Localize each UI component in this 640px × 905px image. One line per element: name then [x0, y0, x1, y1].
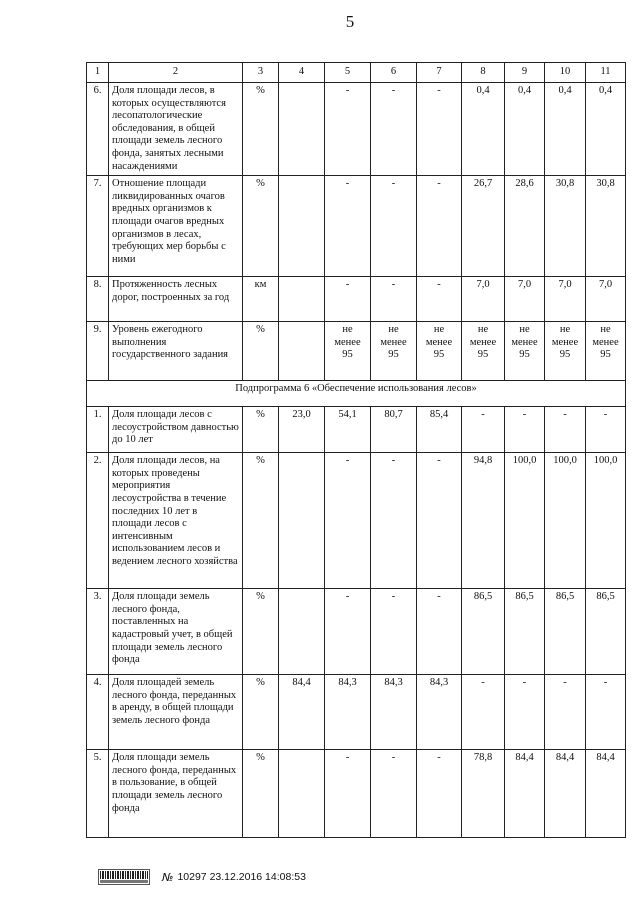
page-number: 5 [345, 12, 355, 31]
value-cell: 94,8 [462, 453, 505, 589]
value-cell: 84,4 [586, 750, 626, 838]
value-cell: 7,0 [505, 277, 545, 322]
value-cell: 7,0 [545, 277, 586, 322]
section-row [87, 381, 626, 407]
value-cell [279, 750, 325, 838]
unit-cell: % [243, 589, 279, 675]
table-row [87, 277, 626, 322]
column-header: 4 [279, 63, 325, 83]
table-row [87, 83, 626, 176]
value-cell: 86,5 [545, 589, 586, 675]
value-cell: 86,5 [586, 589, 626, 675]
indicators-table [86, 62, 626, 838]
value-cell: 84,3 [371, 675, 417, 750]
number-sign-icon: № [162, 870, 174, 884]
row-number: 5. [87, 750, 109, 838]
registration-stamp-text: 10297 23.12.2016 14:08:53 [177, 871, 306, 883]
column-header: 5 [325, 63, 371, 83]
value-cell: - [505, 407, 545, 453]
barcode-icon [98, 869, 150, 885]
unit-cell: % [243, 176, 279, 277]
table-row [87, 407, 626, 453]
value-cell: 23,0 [279, 407, 325, 453]
value-cell: - [462, 407, 505, 453]
value-cell: - [586, 675, 626, 750]
indicator-name: Протяженность лесных дорог, построенных за год [109, 277, 243, 322]
indicator-name: Отношение площади ликвидированных очагов вредных организмов к площади очагов вредных организмов в лесах, требующих мер борьбы с ними [109, 176, 243, 277]
value-cell: - [462, 675, 505, 750]
value-cell: 30,8 [586, 176, 626, 277]
row-number: 8. [87, 277, 109, 322]
unit-cell: % [243, 750, 279, 838]
column-header: 1 [87, 63, 109, 83]
value-cell: - [505, 675, 545, 750]
value-cell: 0,4 [462, 83, 505, 176]
value-cell: не менее 95 [586, 322, 626, 381]
value-cell: 78,8 [462, 750, 505, 838]
indicator-name: Доля площади лесов, в которых осуществляются лесопатологические обследования, в общей площади земель лесного фонда, занятых лесными насаждениями [109, 83, 243, 176]
value-cell: 100,0 [545, 453, 586, 589]
column-header: 8 [462, 63, 505, 83]
value-cell [279, 589, 325, 675]
indicator-name: Доля площадей земель лесного фонда, переданных в аренду, в общей площади земель лесного фонда [109, 675, 243, 750]
value-cell: - [417, 453, 462, 589]
value-cell: не менее 95 [545, 322, 586, 381]
value-cell: - [545, 407, 586, 453]
row-number: 7. [87, 176, 109, 277]
table-row [87, 176, 626, 277]
value-cell: 0,4 [505, 83, 545, 176]
value-cell: не менее 95 [371, 322, 417, 381]
value-cell: - [371, 176, 417, 277]
value-cell: - [417, 83, 462, 176]
value-cell: 100,0 [586, 453, 626, 589]
value-cell: - [371, 277, 417, 322]
value-cell: 100,0 [505, 453, 545, 589]
column-header: 7 [417, 63, 462, 83]
unit-cell: % [243, 83, 279, 176]
value-cell: 26,7 [462, 176, 505, 277]
row-number: 9. [87, 322, 109, 381]
value-cell: 80,7 [371, 407, 417, 453]
table-row [87, 589, 626, 675]
value-cell: - [545, 675, 586, 750]
unit-cell: % [243, 675, 279, 750]
row-number: 6. [87, 83, 109, 176]
column-header: 11 [586, 63, 626, 83]
value-cell: 0,4 [586, 83, 626, 176]
value-cell: 54,1 [325, 407, 371, 453]
value-cell: 84,3 [417, 675, 462, 750]
value-cell: 86,5 [462, 589, 505, 675]
value-cell [279, 83, 325, 176]
table-row [87, 322, 626, 381]
value-cell: - [417, 589, 462, 675]
column-header: 6 [371, 63, 417, 83]
row-number: 2. [87, 453, 109, 589]
value-cell: - [586, 407, 626, 453]
value-cell: 28,6 [505, 176, 545, 277]
table-row [87, 675, 626, 750]
footer-registration [98, 869, 306, 885]
value-cell: 7,0 [462, 277, 505, 322]
column-header: 3 [243, 63, 279, 83]
value-cell: 84,3 [325, 675, 371, 750]
value-cell: - [325, 277, 371, 322]
column-header: 9 [505, 63, 545, 83]
indicator-name: Доля площади земель лесного фонда, поставленных на кадастровый учет, в общей площади земель лесного фонда [109, 589, 243, 675]
table-row [87, 750, 626, 838]
value-cell: - [325, 750, 371, 838]
value-cell [279, 277, 325, 322]
indicator-name: Доля площади земель лесного фонда, переданных в пользование, в общей площади земель лесного фонда [109, 750, 243, 838]
value-cell: 84,4 [545, 750, 586, 838]
value-cell [279, 322, 325, 381]
value-cell [279, 176, 325, 277]
value-cell: 84,4 [279, 675, 325, 750]
table-header-row [87, 63, 626, 83]
value-cell [279, 453, 325, 589]
unit-cell: % [243, 322, 279, 381]
value-cell: 86,5 [505, 589, 545, 675]
value-cell: 0,4 [545, 83, 586, 176]
value-cell: - [417, 277, 462, 322]
section-title: Подпрограмма 6 «Обеспечение использования лесов» [87, 381, 626, 407]
value-cell: - [325, 453, 371, 589]
row-number: 4. [87, 675, 109, 750]
value-cell: 85,4 [417, 407, 462, 453]
indicator-name: Уровень ежегодного выполнения государственного задания [109, 322, 243, 381]
value-cell: 84,4 [505, 750, 545, 838]
value-cell: - [371, 83, 417, 176]
value-cell: - [371, 453, 417, 589]
table-row [87, 453, 626, 589]
value-cell: не менее 95 [417, 322, 462, 381]
column-header: 2 [109, 63, 243, 83]
value-cell: 7,0 [586, 277, 626, 322]
value-cell: не менее 95 [505, 322, 545, 381]
value-cell: 30,8 [545, 176, 586, 277]
value-cell: не менее 95 [325, 322, 371, 381]
unit-cell: % [243, 407, 279, 453]
row-number: 3. [87, 589, 109, 675]
value-cell: - [371, 750, 417, 838]
value-cell: - [325, 83, 371, 176]
value-cell: - [417, 750, 462, 838]
value-cell: - [371, 589, 417, 675]
indicator-name: Доля площади лесов, на которых проведены мероприятия лесоустройства в течение последних 10 лет в площади лесов с интенсивным использованием лесов и ведением лесного хозяйства [109, 453, 243, 589]
indicator-name: Доля площади лесов с лесоустройством давностью до 10 лет [109, 407, 243, 453]
value-cell: - [325, 176, 371, 277]
unit-cell: км [243, 277, 279, 322]
row-number: 1. [87, 407, 109, 453]
column-header: 10 [545, 63, 586, 83]
value-cell: - [417, 176, 462, 277]
value-cell: не менее 95 [462, 322, 505, 381]
value-cell: - [325, 589, 371, 675]
unit-cell: % [243, 453, 279, 589]
